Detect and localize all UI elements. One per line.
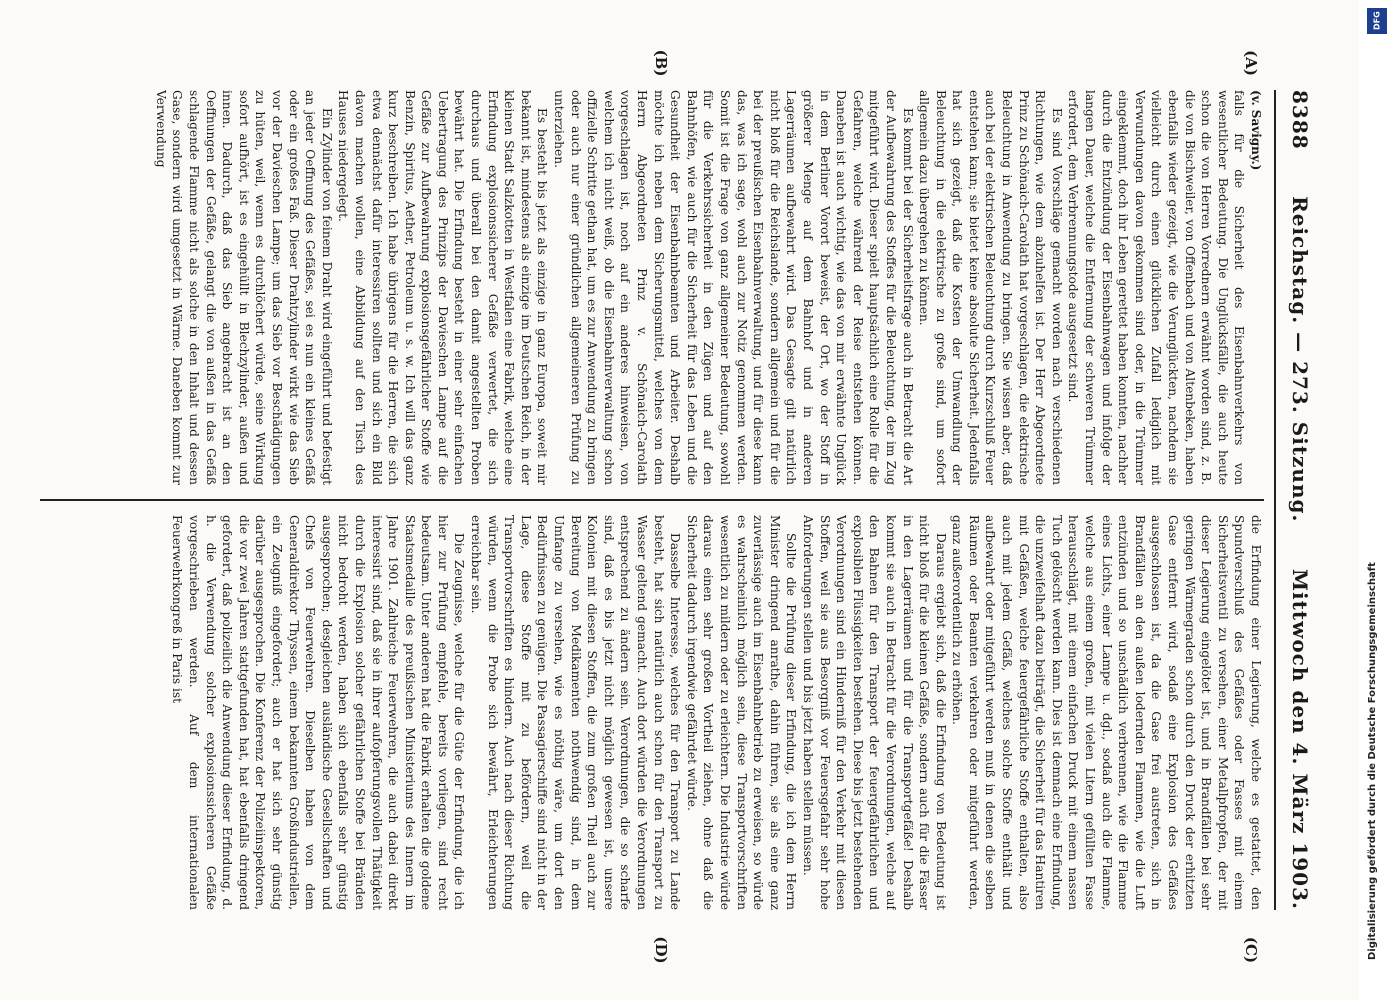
margin-marker-c: (C) <box>1242 936 1260 964</box>
margin-marker-a: (A) <box>1242 50 1260 76</box>
paragraph: Daraus ergiebt sich, daß die Erfindung von Bedeutung ist nicht bloß für die kleinen Gefäße, sondern auch für die Fässer in den Lagerräumen und für die Transportgefäße! Deshalb kommt sie auch in Betracht für die Verordnungen, welche auf den Bahnen für den Transport der feuergefährlichen und explosiblen Flüssigkeiten bestehen. Diese bis jetzt bestehenden Verordnungen sind ein Hinderniß für den Verkehr mit diesen Stoffen, weil sie aus Besorgniß vor Feuersgefahr sehr hohe Anforderungen stellen und bis jetzt haben stellen müssen. <box>800 515 948 910</box>
credit-text: Digitalisierung gefördert durch die Deutsche Forschungsgemeinschaft <box>1367 562 1378 960</box>
page-number: 8388 <box>1288 90 1312 150</box>
paragraph: Es sind Vorschläge gemacht worden nach verschiedenen Richtungen, wie dem abzuhelfen ist. Der Herr Abgeordnete Prinz zu Schönaich-Carolath hat vorgeschlagen, die elektrische Beleuchtung in Anwendung zu bringen. Sie wissen aber, daß auch bei der elektrischen Beleuchtung durch Kurzschluß Feuer entstehen kann; sie bietet keine absolute Sicherheit. Jedenfalls hat sich gezeigt, daß die Kosten der Umwandlung der Beleuchtung in die elektrische zu große sind, um sofort allgemein dazu übergehen zu können. <box>917 90 1064 485</box>
paragraph: Es besteht bis jetzt als einzige in ganz Europa, soweit mir bekannt ist, mindestens als einzige im Deutschen Reich, in der kleinen Stadt Salzkotten in Westfalen eine Fabrik, welche eine Erfindung explosionssicherer Gefäße verwertet, die sich durchaus und überall bei den damit angestellten Proben bewährt hat. Die Erfindung besteht in einer sehr einfachen Uebertragung des Prinzips der Davieschen Lampe auf die Gefäße zur Aufbewahrung explosionsgefährlicher Stoffe wie Benzin, Spiritus, Aether, Petroleum u. s. w. Ich will das ganz kurz beschreiben. Ich habe übrigens für die Herren, die sich etwa dennächst dafür interessiren sollten und sich ein Bild davon machen wollen, eine Abbildung auf den Tisch des Hauses niedergelegt. <box>336 90 550 485</box>
paragraph: Es kommt bei der Sicherheitsfrage auch in Betracht die Art der Aufbewahrung des Stoffes für die Beleuchtung, der im Zug mitgeführt wird. Dieser spielt hauptsächlich eine Rolle für die Gefahren, welche während der Reise entstehen können. Daneben ist auch wichtig, wie das von mir erwähnte Unglück in dem Berliner Vorort beweist, der Ort, wo der Stoff in größerer Menge auf dem Bahnhof und in anderen Lagerräumen aufbewahrt wird. Das Gesagte gilt natürlich nicht bloß für die Reichslande, sondern allgemein und für die bei der preußischen Eisenbahnverwaltung, und für diese kann das, was ich sage, wohl auch zur Notiz genommen werden. Somit ist die Frage von ganz allgemeiner Bedeutung, sowohl für die Verkehrssicherheit in den Zügen und auf den Bahnhöfen, wie auch für die Sicherheit für das Leben und die Gesundheit der Eisenbahnbeamten und Arbeiter. Deshalb möchte ich neben dem Sicherungsmittel, welches von dem Herrn Abgeordneten Prinz v. Schönaich-Carolath vorgeschlagen ist, noch auf ein anderes hinweisen, von welchem ich nicht weiß, ob die Eisenbahnverwaltung schon offizielle Schritte gethan hat, um es zur Anwendung zu bringen oder auch nur einer gründlichen allgemeineren Prüfung zu unterziehen. <box>552 90 915 485</box>
column-divider <box>40 499 1264 501</box>
session-title: Reichstag. — 273. Sitzung. <box>1288 196 1312 523</box>
dfg-logo: DFG <box>1367 8 1387 34</box>
left-column <box>40 90 1264 485</box>
paragraph: falls für die Sicherheit des Eisenbahnverkehrs von wesentlicher Bedeutung. Die Unglücksfälle, die auch heute schon die von Herren Vorrednern erwähnt worden sind, z. B. die von Bischweiler, von Offenbach und von Altenbeken, haben ebenfalls wieder gezeigt, wie die Verunglückten, nachdem sie vielleicht durch einen glücklichen Zufall lediglich mit Verwundungen davon gekommen sind oder, in die Trümmer eingeklemmt, doch ihr Leben gerettet haben konnten, nachher durch die Entzündung der Eisenbahnwagen und infolge der langen Dauer, welche die Entfernung der schweren Trümmer erfordert, dem Verbrennungstode ausgesetzt sind. <box>1066 90 1247 485</box>
page-header <box>1280 90 1320 910</box>
margin-marker-d: (D) <box>652 936 670 964</box>
right-column <box>40 515 1264 910</box>
session-date: Mittwoch den 4. März 1903. <box>1288 568 1312 910</box>
header-rule <box>1274 90 1276 910</box>
paragraph: die Erfindung einer Legierung, welche es gestattet, den Spundverschluß des Gefäßes oder Fasses mit einem Sicherheitsventil zu versehen, einer Metallpfropfen, der mit dieser Legierung eingelötet ist, und in Brandfällen bei sehr geringen Wärmegraden schon durch den Druck der erhitzten Gase entfernt wird, sodaß eine Explosion des Gefäßes ausgeschlossen ist, da die Gase frei austreten, sich in Brandfällen an den außen lodernden Flammen, wie die Luft entzünden und so unschädlich verbrennen, wie die Flamme eines Lichts, einer Lampe u. dgl., sodaß auch die Flamme, welche aus einem großen, mit vielen Litern gefüllten Fasse herausschlägt, mit einem einfachen Druck mit einem nassen Tuch gelöscht werden kann. Dies ist demnach eine Erfindung, die unzweifelhaft dazu beiträgt, die Sicherheit für das Hantiren mit Gefäßen, welche feuergefährliche Stoffe enthalten, also auch mit jedem Gefäß, welches solche Stoffe enthält und aufbewahrt oder mitgeführt werden muß in denen die selben Räumen oder Beamten verkehren oder mitgeführt werden, ganz außerordentlich zu erhöhen. <box>950 515 1263 910</box>
paragraph: Dasselbe Interesse, welches für den Transport zu Lande besteht, hat sich natürlich auch schon für den Transport zu Wasser geltend gemacht. Auch dort würden die Verordnungen entsprechend zu ändern sein. Verordnungen, die so scharfe sind, daß es bis jetzt nicht möglich gewesen ist, unsere Kolonien mit diesen Stoffen, die zum großen Theil auch zur Bereitung von Medikamenten nothwendig sind, in dem Umfange zu versehen, wie es nöthig wäre, um dort den Bedürfnissen zu genügen. Die Passagierschiffe sind nicht in der Lage, diese Stoffe mit zu befördern, weil die Transportvorschriften es hindern. Auch nach dieser Richtung würden, wenn die Probe sich bewährt, Erleichterungen erreichbar sein. <box>469 515 683 910</box>
margin-marker-b: (B) <box>652 49 670 77</box>
paragraph: Ein Zylinder von feinem Draht wird eingeführt und befestigt an jeder Oeffnung des Gefäßes, sei es nun ein kleines Gefäß oder ein großes Faß. Dieser Drahtzylinder wirkt wie das Sieb vor der Davieschen Lampe; um das Sieb vor Beschädigungen zu hüten, weil, wenn es durchlöchert würde, seine Wirkung sofort aufhört, ist es eingehüllt in Blechzylinder, außen und innen. Dadurch, daß das Sieb angebracht ist an den Oeffnungen der Gefäße, gelangt die von außen in das Gefäß schlagende Flamme nicht als solche in den Inhalt und dessen Gase, sondern wird umgesetzt in Wärme. Daneben kommt zur Verwendung <box>153 90 334 485</box>
speaker-label: (v. Savigny.) <box>1249 90 1263 171</box>
paragraph: Die Zeugnisse, welche für die Güte der Erfindung, die ich hier zur Prüfung empfehle, bereits vorliegen, sind recht bedeutsam. Unter anderen hat die Fabrik erhalten die goldene Staatsmedaille des preußischen Ministeriums des Innern im Jahre 1901. Zahlreiche Feuerwehren, die auch dabei direkt interessirt sind, daß sie in ihrer aufopferungsvollen Thätigkeit durch die Explosion solcher gefährlichen Stoffe bei Bränden nicht bedroht werden, haben sich ebenfalls sehr günstig ausgesprochen; desgleichen ausländische Gesellschaften und Chefs von Feuerwehren. Dieselben haben von dem Generaldirektor Thyssen, einem bekannten Großindustriellen, ein Zeugniß eingefordert; auch er hat sich sehr günstig darüber ausgesprochen. Die Konferenz der Polizeiinspektoren, die vor zwei Jahren stattgefunden hat, hat ebenfalls dringend gefordert, daß polizeilich die Anwendung dieser Erfindung, d. h. die Verwendung solcher explosionssicheren Gefäße vorgeschrieben werden. Auf dem internationalen Feuerwehrkongreß in Paris ist <box>170 515 467 910</box>
paragraph: Sollte die Prüfung dieser Erfindung, die ich dem Herrn Minister dringend anrathe, dahin führen, sie als eine ganz zuverlässige auch im Eisenbahnbetrieb zu erweisen, so würde es wahrscheinlich möglich sein, diese Transportvorschriften wesentlich zu mildern oder zu erleichtern. Die Industrie würde daraus einen sehr großen Vortheil ziehen, ohne daß die Sicherheit dadurch irgendwie gefährdet würde. <box>684 515 799 910</box>
digitization-credit <box>1359 0 1397 1000</box>
